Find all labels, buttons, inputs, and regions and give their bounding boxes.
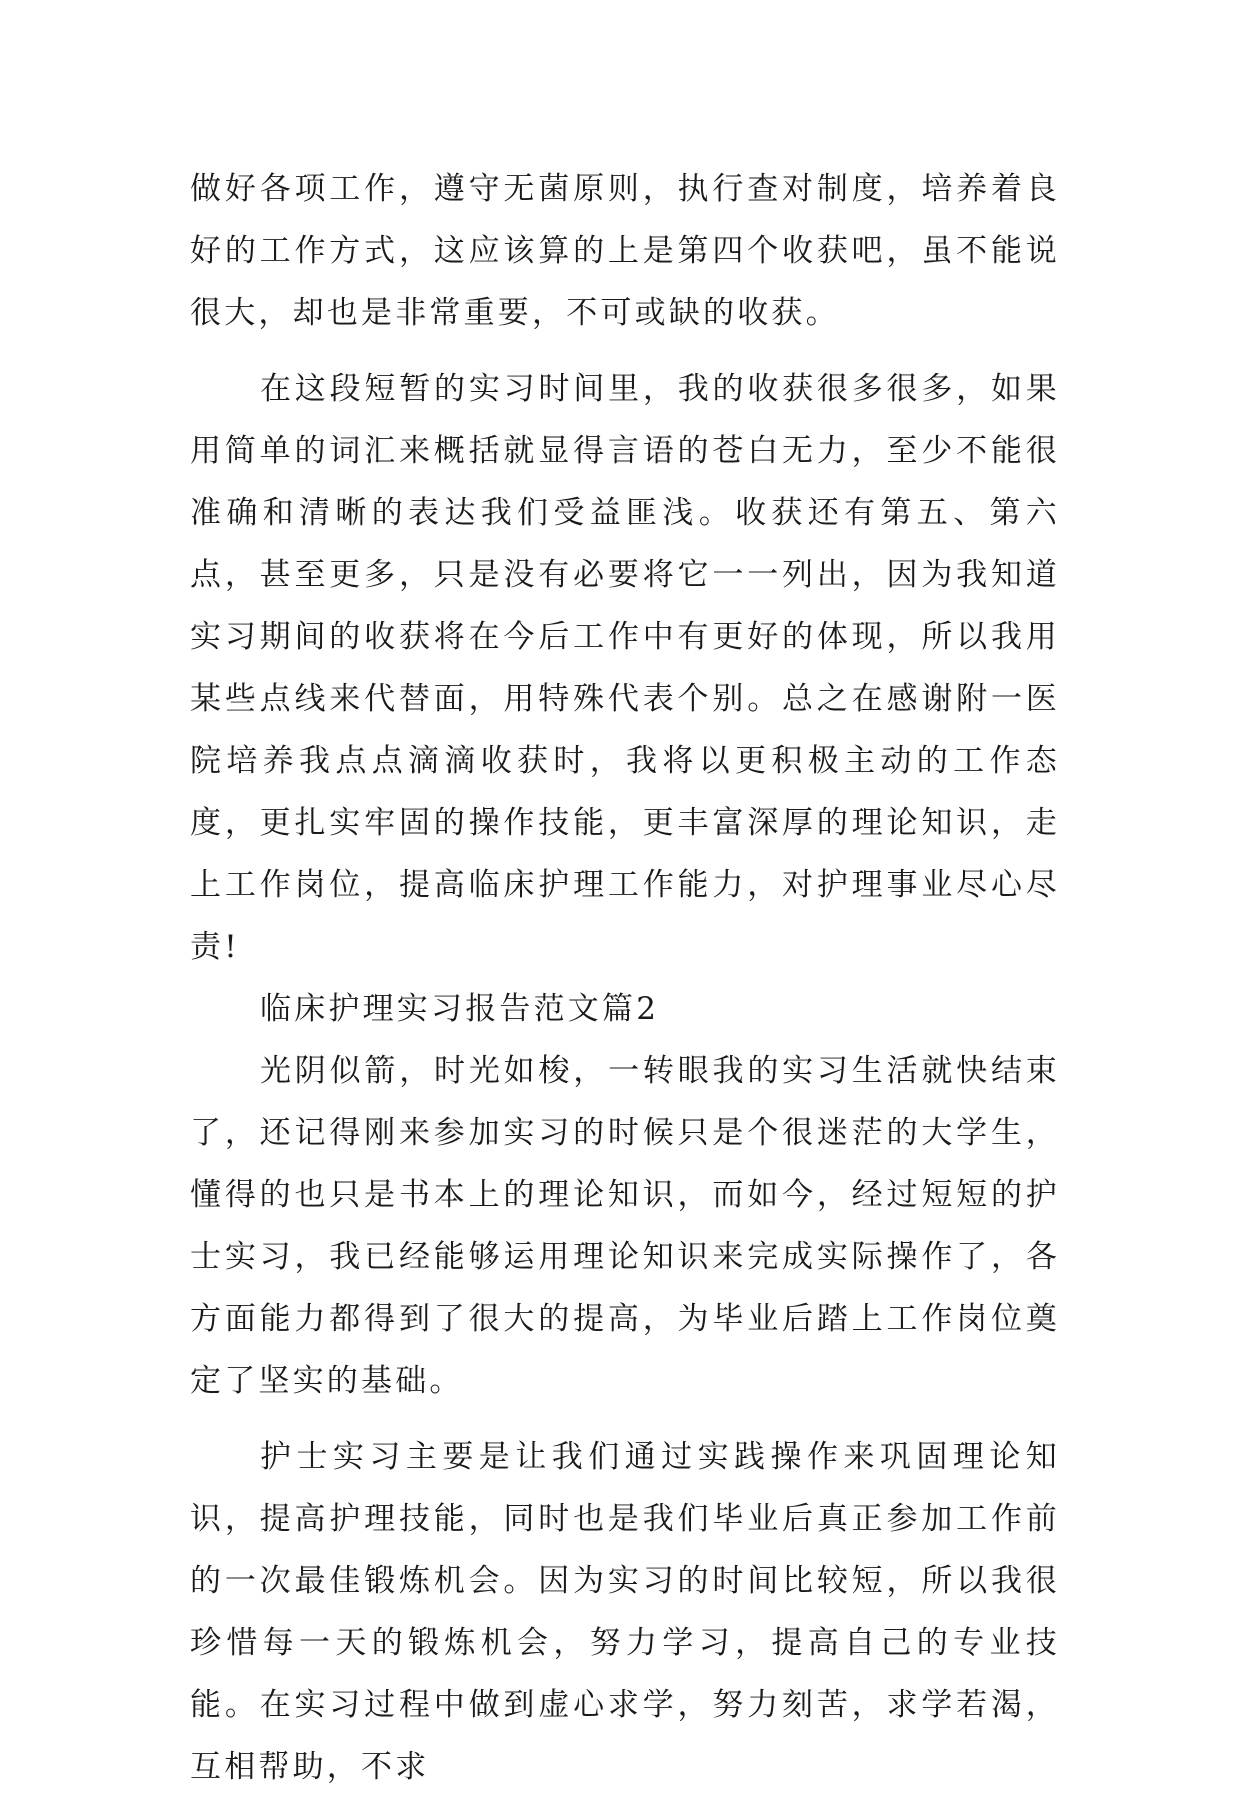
section-heading: 临床护理实习报告范文篇2 <box>260 991 660 1027</box>
paragraph-summary: 在这段短暂的实习时间里，我的收获很多很多，如果用简单的词汇来概括就显得言语的苍白无力，至少不能很准确和清晰的表达我们受益匪浅。收获还有第五、第六点，甚至更多，只是没有必要将它一一列出，因为我知道实习期间的收获将在今后工作中有更好的体现，所以我用某些点线来代替面，用特殊代表个别。总之在感谢附一医院培养我点点滴滴收获时，我将以更积极主动的工作态度，更扎实牢固的操作技能，更丰富深厚的理论知识，走上工作岗位，提高临床护理工作能力，对护理事业尽心尽责! <box>190 371 1060 965</box>
document-body <box>190 158 1060 1798</box>
paragraph-intro: 光阴似箭，时光如梭，一转眼我的实习生活就快结束了，还记得刚来参加实习的时候只是个很迷茫的大学生，懂得的也只是书本上的理论知识，而如今，经过短短的护士实习，我已经能够运用理论知识来完成实际操作了，各方面能力都得到了很大的提高，为毕业后踏上工作岗位奠定了坚实的基础。 <box>190 1053 1060 1399</box>
paragraph-continued: 做好各项工作，遵守无菌原则，执行查对制度，培养着良好的工作方式，这应该算的上是第四个收获吧，虽不能说很大，却也是非常重要，不可或缺的收获。 <box>190 171 1060 331</box>
paragraph-practice: 护士实习主要是让我们通过实践操作来巩固理论知识，提高护理技能，同时也是我们毕业后真正参加工作前的一次最佳锻炼机会。因为实习的时间比较短，所以我很珍惜每一天的锻炼机会，努力学习，提高自己的专业技能。在实习过程中做到虚心求学，努力刻苦，求学若渴，互相帮助，不求 <box>190 1439 1060 1785</box>
